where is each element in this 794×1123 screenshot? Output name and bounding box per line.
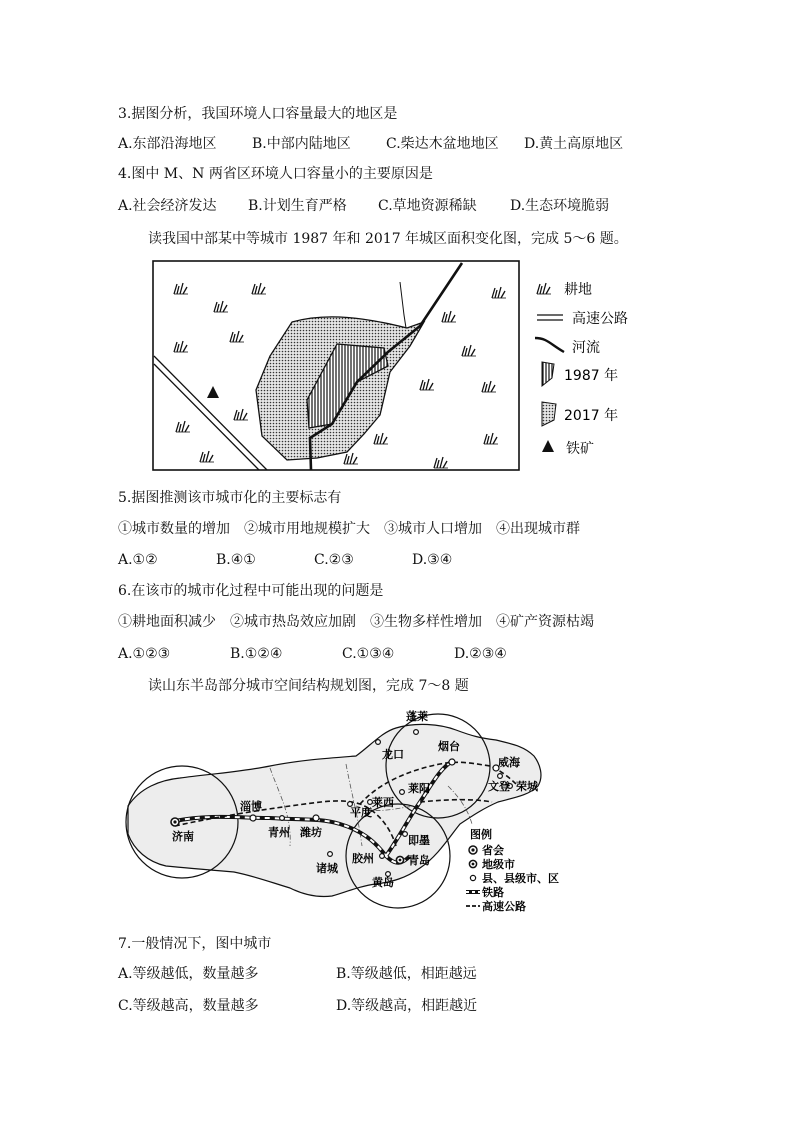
q6-option-a: A.①②③ (118, 646, 171, 662)
city-weifang: 潍坊 (300, 826, 322, 839)
legend-river: 河流 (572, 340, 600, 356)
city-longkou: 龙口 (382, 748, 404, 761)
q6-option-d: D.②③④ (454, 646, 507, 662)
q4-option-c: C.草地资源稀缺 (378, 198, 477, 214)
q5-option-c: C.②③ (314, 552, 354, 568)
q5-option-d: D.③④ (412, 552, 453, 568)
legend-farmland-icon (537, 283, 551, 294)
city-wendeng: 文登 (488, 780, 510, 793)
legend-capital: 省会 (482, 844, 504, 857)
legend-iron-icon (542, 440, 554, 452)
legend-highway: 高速公路 (572, 311, 628, 327)
legend-1987: 1987 年 (564, 368, 619, 384)
city-rongcheng: 荣城 (516, 780, 538, 793)
q3-stem: 3.据图分析，我国环境人口容量最大的地区是 (118, 106, 398, 122)
q6-items: ①耕地面积减少 ②城市热岛效应加剧 ③生物多样性增加 ④矿产资源枯竭 (118, 614, 594, 630)
city-pingdu: 平度 (350, 806, 372, 819)
legend-county: 县、县级市、区 (482, 872, 559, 885)
legend-2017: 2017 年 (564, 408, 619, 424)
city-laiyang: 莱阳 (408, 782, 430, 795)
q7-option-b: B.等级越低，相距越远 (336, 966, 477, 982)
map2-legend-title: 图例 (470, 828, 492, 841)
q3-option-d: D.黄土高原地区 (524, 136, 624, 152)
city-qingdao: 青岛 (408, 854, 430, 867)
city-penglai: 蓬莱 (406, 710, 428, 723)
q5-option-b: B.④① (216, 552, 256, 568)
city-huangdao: 黄岛 (372, 876, 394, 889)
q5-option-a: A.①② (118, 552, 158, 568)
q4-stem: 4.图中 M、N 两省区环境人口容量小的主要原因是 (118, 166, 433, 182)
city-area-map (152, 260, 642, 476)
city-laixi: 莱西 (372, 796, 394, 809)
legend-1987-icon (542, 362, 554, 386)
shandong-map (120, 706, 564, 916)
city-jimo: 即墨 (408, 834, 430, 847)
city-qingzhou: 青州 (268, 826, 290, 839)
q3-option-a: A.东部沿海地区 (118, 136, 217, 152)
city-jinan: 济南 (172, 830, 194, 843)
q5-items: ①城市数量的增加 ②城市用地规模扩大 ③城市人口增加 ④出现城市群 (118, 521, 580, 537)
city-weihai: 威海 (498, 756, 520, 769)
legend-railway: 铁路 (482, 886, 504, 899)
q5-stem: 5.据图推测该市城市化的主要标志有 (118, 490, 342, 506)
legend-expressway: 高速公路 (482, 900, 526, 913)
q3-option-c: C.柴达木盆地地区 (386, 136, 499, 152)
q4-option-b: B.计划生育严格 (248, 198, 347, 214)
legend-iron: 铁矿 (566, 441, 594, 457)
city-jiaozhou: 胶州 (352, 852, 374, 865)
q4-option-d: D.生态环境脆弱 (510, 198, 610, 214)
legend-prefecture: 地级市 (482, 858, 515, 871)
q7-option-c: C.等级越高，数量越多 (118, 998, 259, 1014)
legend-2017-icon (542, 402, 556, 426)
q6-option-c: C.①③④ (342, 646, 395, 662)
city-zhucheng: 诸城 (316, 862, 338, 875)
q4-option-a: A.社会经济发达 (118, 198, 217, 214)
q7-option-a: A.等级越低，数量越多 (118, 966, 259, 982)
city-yantai: 烟台 (438, 740, 460, 753)
intro-5-6: 读我国中部某中等城市 1987 年和 2017 年城区面积变化图，完成 5～6 题。 (148, 231, 628, 247)
city-zibo: 淄博 (240, 800, 262, 813)
intro-7-8: 读山东半岛部分城市空间结构规划图，完成 7～8 题 (148, 678, 469, 694)
legend-river-icon (535, 338, 564, 352)
q6-option-b: B.①②④ (230, 646, 283, 662)
q3-option-b: B.中部内陆地区 (252, 136, 351, 152)
legend-farmland: 耕地 (564, 282, 592, 298)
q7-option-d: D.等级越高，相距越近 (336, 998, 478, 1014)
q6-stem: 6.在该市的城市化过程中可能出现的问题是 (118, 583, 384, 599)
q7-stem: 7.一般情况下，图中城市 (118, 936, 272, 952)
